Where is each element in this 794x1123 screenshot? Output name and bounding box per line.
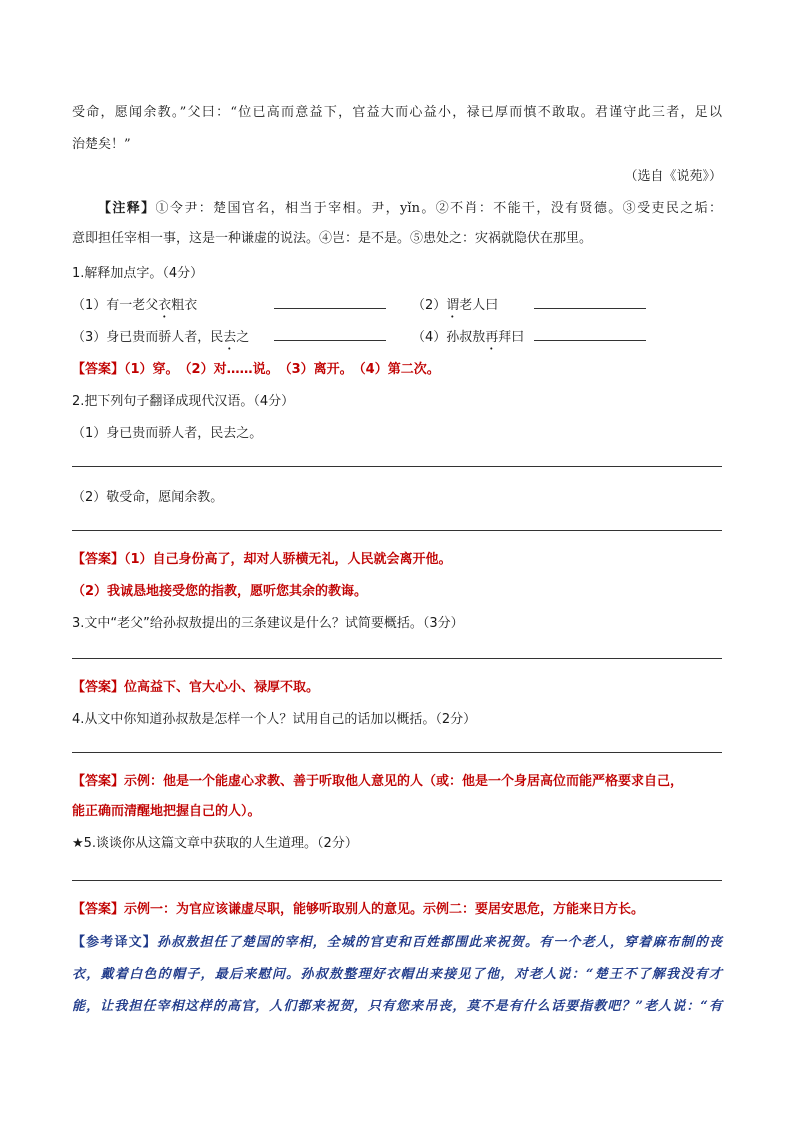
q1-item-4-post: 拜曰 xyxy=(498,330,525,345)
question-1-title: 1.解释加点字。（4分） xyxy=(72,266,204,281)
answer-label: 【答案】 xyxy=(72,680,125,695)
q4-answer-text-1: 示例：他是一个能虚心求教、善于听取他人意见的人（或：他是一个身居高位而能严格要求自己， xyxy=(124,774,684,789)
q2-answer-text-1: （1）自己身份高了，却对人骄横无礼，人民就会离开他。 xyxy=(124,552,452,567)
q1-answer-blank-4[interactable] xyxy=(534,326,646,341)
notes-label: 【注释】 xyxy=(98,201,156,216)
q5-answer-line[interactable] xyxy=(72,880,722,881)
q4-answer-1 xyxy=(72,770,683,789)
q3-answer-line[interactable] xyxy=(72,658,722,659)
q1-answer-blank-2[interactable] xyxy=(534,294,646,309)
translation-line xyxy=(72,992,722,1022)
q4-answer-line[interactable] xyxy=(72,752,722,753)
question-2-title: 2.把下列句子翻译成现代汉语。（4分） xyxy=(72,394,295,409)
q4-answer-2: 能正确而清醒地把握自己的人）。 xyxy=(72,804,261,819)
passage-text-1: 受命，愿闻余教。”父曰：“位已高而意益下，官益大而心益小，禄已厚而慎不敢取。君谨守此三者，足以 xyxy=(72,105,722,120)
translation-line xyxy=(72,960,722,990)
q2-answer-line-1[interactable] xyxy=(72,466,722,467)
q5-answer xyxy=(72,898,644,917)
q2-sentence-1: （1）身已贵而骄人者，民去之。 xyxy=(72,426,263,441)
q2-answer-line-2[interactable] xyxy=(72,530,722,531)
q1-item-3-post: 之 xyxy=(236,330,250,345)
q1-answer xyxy=(72,358,440,377)
notes-text-2: 意即担任宰相一事，这是一种谦虚的说法。④岂：是不是。⑤患处之：灾祸就隐伏在那里。 xyxy=(72,231,593,246)
q1-item-1 xyxy=(72,294,197,321)
q1-item-4-dotted: 再 xyxy=(485,330,499,345)
q1-item-1-pre: （1）有一老父 xyxy=(72,298,159,313)
notes-line xyxy=(72,192,722,226)
passage-text-2: 治楚矣！” xyxy=(72,137,131,152)
answer-label: 【答案】 xyxy=(72,552,125,567)
q1-answer-text: （1）穿。 （2）对……说。 （3）离开。 （4）第二次。 xyxy=(124,362,440,377)
q1-item-3-dotted: 去 xyxy=(223,330,237,345)
question-3-title: 3.文中“老父”给孙叔敖提出的三条建议是什么？试简要概括。（3分） xyxy=(72,616,464,631)
q5-answer-text: 示例一：为官应该谦虚尽职，能够听取别人的意见。示例二：要居安思危，方能来日方长。 xyxy=(124,902,645,917)
passage-source: （选自《说苑》） xyxy=(624,169,722,184)
answer-label: 【答案】 xyxy=(72,774,125,789)
answer-label: 【答案】 xyxy=(72,362,125,377)
answer-label: 【答案】 xyxy=(72,902,125,917)
notes-text-1: ①令尹：楚国官名，相当于宰相。尹，yǐn。②不肖：不能干，没有贤德。③受吏民之垢： xyxy=(155,201,722,216)
translation-text-1: 孙叔敖担任了楚国的宰相，全城的官吏和百姓都围此来祝贺。有一个老人，穿着麻布制的丧 xyxy=(156,935,722,950)
q1-item-4 xyxy=(412,326,524,353)
question-4-title: 4.从文中你知道孙叔敖是怎样一个人？试用自己的话加以概括。（2分） xyxy=(72,712,477,727)
translation-label: 【参考译文】 xyxy=(72,935,157,950)
q1-item-1-post: 粗衣 xyxy=(171,298,198,313)
question-5-title: ★5.谈谈你从这篇文章中获取的人生道理。（2分） xyxy=(72,836,358,851)
translation-text-2: 衣，戴着白色的帽子，最后来慰问。孙叔敖整理好衣帽出来接见了他，对老人说：“楚王不了解我没有才 xyxy=(72,967,722,982)
q1-answer-blank-3[interactable] xyxy=(274,326,386,341)
q1-item-3-pre: （3）身已贵而骄人者，民 xyxy=(72,330,224,345)
q2-answer-1 xyxy=(72,548,452,567)
q1-item-2 xyxy=(412,294,498,321)
q1-item-4-pre: （4）孙叔敖 xyxy=(412,330,486,345)
q1-answer-blank-1[interactable] xyxy=(274,294,386,309)
q1-item-2-dotted: 谓 xyxy=(446,298,460,313)
notes-line xyxy=(72,222,592,256)
q3-answer xyxy=(72,676,319,695)
q3-answer-text: 位高益下、官大心小、禄厚不取。 xyxy=(124,680,320,695)
q1-item-2-post: 老人曰 xyxy=(459,298,499,313)
q1-item-1-dotted: 衣 xyxy=(158,298,172,313)
q1-item-3 xyxy=(72,326,249,353)
q2-answer-2: （2）我诚恳地接受您的指教，愿听您其余的教诲。 xyxy=(72,584,368,599)
translation-text-3: 能，让我担任宰相这样的高官，人们都来祝贺，只有您来吊丧，莫不是有什么话要指教吧？”老人说：“有 xyxy=(72,999,722,1014)
q2-sentence-2: （2）敬受命，愿闻余教。 xyxy=(72,490,224,505)
translation-line xyxy=(72,928,722,958)
q1-item-2-pre: （2） xyxy=(412,298,447,313)
passage-line xyxy=(72,96,722,130)
passage-line xyxy=(72,128,131,162)
